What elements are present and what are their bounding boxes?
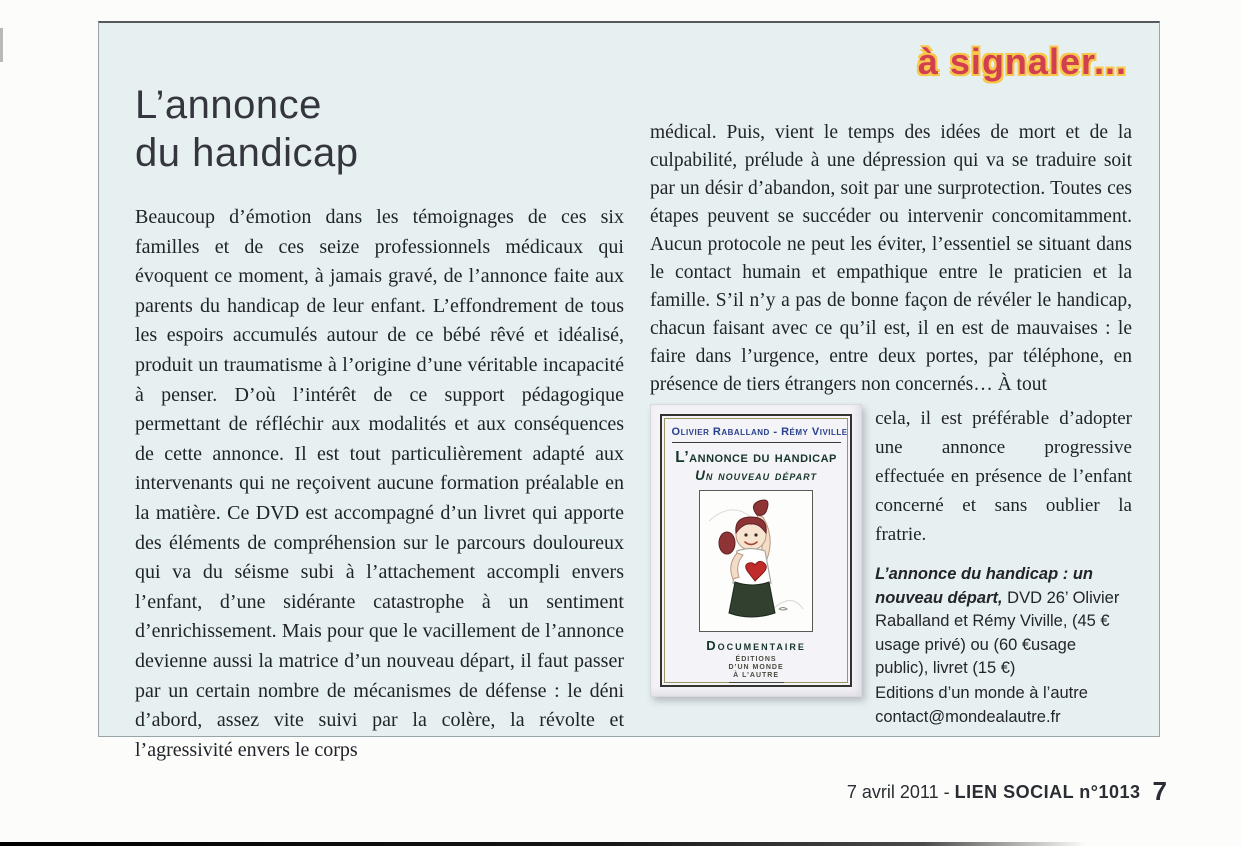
article-title xyxy=(135,81,358,177)
page-footer xyxy=(847,776,1167,807)
dvd-caption-email: contact@mondealautre.fr xyxy=(875,708,1061,726)
article-wrap-text: cela, il est préférable d’adopter une annonce progressive effectuée en présence de l’enfant concerné et sans oublier la fratrie. xyxy=(875,408,1132,545)
girl-illustration xyxy=(699,490,813,632)
scan-edge-artifact xyxy=(0,842,1086,846)
section-badge: à signaler... xyxy=(917,41,1127,82)
article-column-left: Beaucoup d’émotion dans les témoignages de ces six familles et de ces seize professionnels médicaux qui évoquent ce moment, à jamais gravé, de l’annonce faite aux parents du handicap de leur enfant. L’effondrement de tous les espoirs accumulés autour de ce bébé rêvé et idéalisé, produit un traumatisme à l’origine d’une véritable incapacité à penser. D’où l’intérêt de ce support pédagogique permettant de réfléchir aux modalités et aux conséquences de cette annonce. Il est tout particulièrement adapté aux intervenants qui ne reçoivent aucune formation préalable en la matière. Ce DVD est accompagné d’un livret qui apporte des éléments de compréhension sur le parcours douloureux qui va du séisme subi à l’attachement accompli envers l’enfant, d’une sidérante catastrophe à un sentiment d’enrichissement. Mais pour que le vacillement de l’annonce devienne aussi la matrice d’un nouveau départ, il faut passer par un certain nombre de mécanismes de défense : le déni d’abord, assez vite suivi par la colère, la révolte et l’agressivité envers le corps xyxy=(135,206,624,761)
dvd-caption-title: L’annonce du handicap : un nouveau départ, xyxy=(875,565,1093,607)
article-column-right xyxy=(650,119,1132,730)
wrap-column xyxy=(862,404,1132,730)
dvd-cover-title: L’annonce du handicap xyxy=(675,449,837,466)
dvd-publisher-line-2: D’UN MONDE xyxy=(728,664,784,671)
dvd-publisher-logo xyxy=(729,656,784,683)
dvd-publisher-line-1: ÉDITIONS xyxy=(735,656,777,663)
dvd-caption-publisher: Editions d’un monde à l’autre xyxy=(875,683,1088,702)
article-title-line-2: du handicap xyxy=(135,131,359,175)
article-title-line-1: L’annonce xyxy=(135,83,322,127)
dvd-cover-frame xyxy=(660,414,852,687)
dvd-caption-details: DVD 26’ Olivier Raballand et Rémy Viville, (45 € usage privé) ou (60 €usage public), livret (15 €) xyxy=(875,588,1120,677)
dvd-publisher-line-3: À L’AUTRE xyxy=(733,672,780,679)
dvd-cover-photo xyxy=(650,404,862,697)
dvd-cover-subtitle: Un nouveau départ xyxy=(695,468,818,483)
media-row xyxy=(650,404,1132,730)
footer-date: 7 avril 2011 - xyxy=(846,782,955,802)
footer-page-number: 7 xyxy=(1152,776,1167,806)
dvd-cover-authors: Olivier Raballand - Rémy Viville xyxy=(672,426,841,443)
article-panel xyxy=(98,21,1160,761)
girl-illustration-drawing xyxy=(701,491,811,631)
scan-left-edge-artifact xyxy=(0,28,3,62)
article-column-right-text: médical. Puis, vient le temps des idées de mort et de la culpabilité, prélude à une dépression qui va se traduire soit par un désir d’abandon, soit par une surprotection. Toutes ces étapes peuvent se succéder ou intervenir concomitamment. Aucun protocole ne peut les éviter, l’essentiel se situant dans le contact humain et empathique entre le praticien et la famille. S’il n’y a pas de bonne façon de révéler le handicap, chacun faisant avec ce qu’il est, il en est de mauvaises : le faire dans l’urgence, entre deux portes, par téléphone, en présence de tiers étrangers non concernés… À tout xyxy=(650,122,1132,395)
footer-journal-name: LIEN SOCIAL n°1013 xyxy=(954,782,1141,802)
dvd-cover-genre: Documentaire xyxy=(706,638,806,653)
dvd-caption xyxy=(875,563,1132,730)
